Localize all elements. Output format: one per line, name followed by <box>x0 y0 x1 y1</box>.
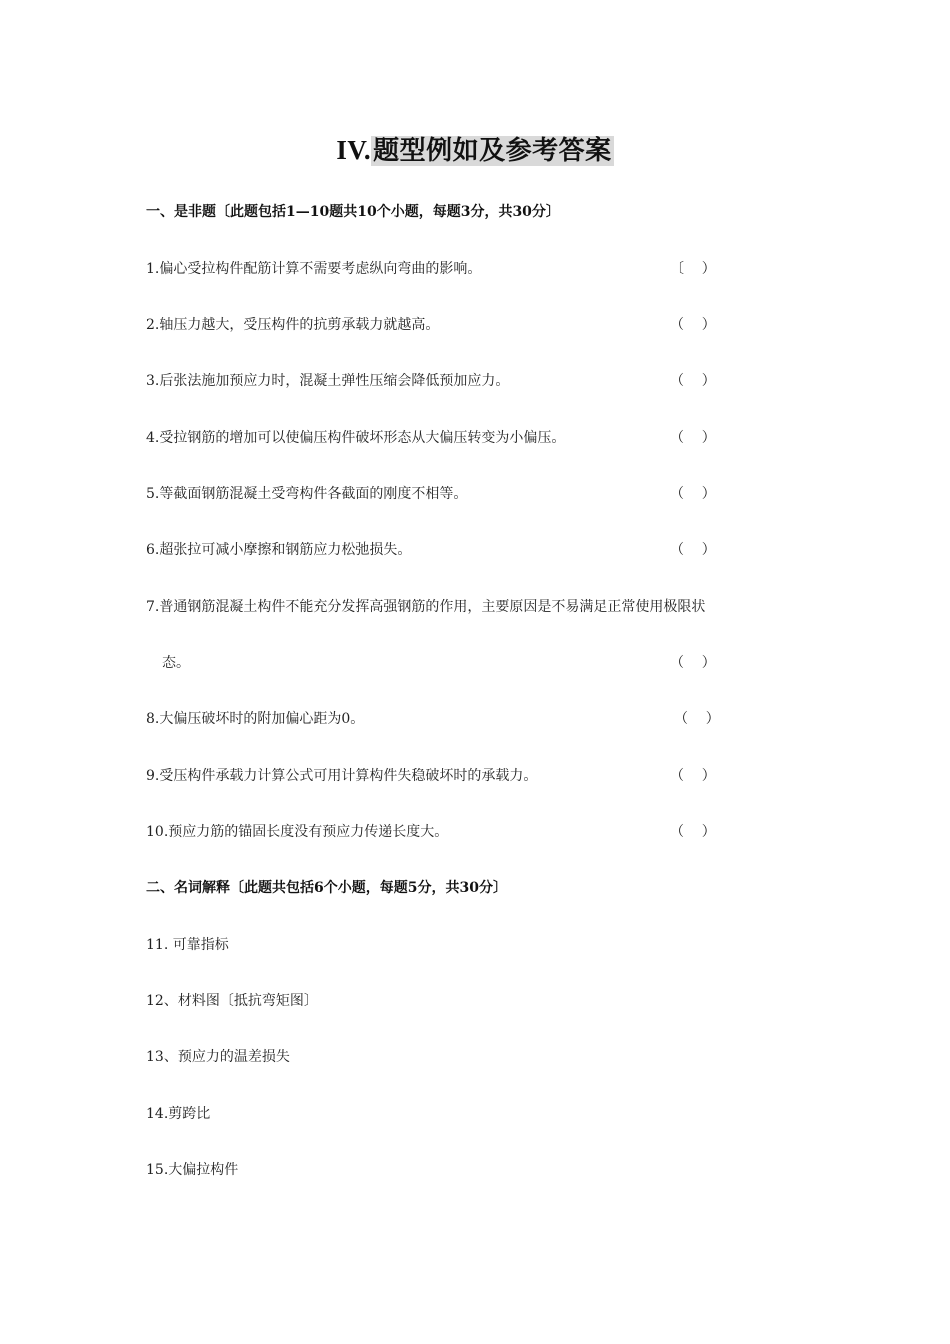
question-7: 7.普通钢筋混凝土构件不能充分发挥高强钢筋的作用，主要原因是不易满足正常使用极限状 <box>146 599 706 615</box>
question-7-continuation: 态。 <box>162 655 190 671</box>
term-14: 14.剪跨比 <box>146 1106 211 1122</box>
question-1: 1.偏心受拉构件配筋计算不需要考虑纵向弯曲的影响。 <box>146 261 482 277</box>
question-4: 4.受拉钢筋的增加可以使偏压构件破坏形态从大偏压转变为小偏压。 <box>146 430 566 446</box>
question-8: 8.大偏压破坏时的附加偏心距为0。 <box>146 711 365 727</box>
answer-blank-1[interactable]: 〔 ） <box>670 261 716 277</box>
answer-blank-7[interactable]: （ ） <box>670 655 716 671</box>
term-15: 15.大偏拉构件 <box>146 1162 239 1178</box>
answer-blank-10[interactable]: （ ） <box>670 824 716 840</box>
answer-blank-5[interactable]: （ ） <box>670 486 716 502</box>
question-9: 9.受压构件承载力计算公式可用计算构件失稳破坏时的承载力。 <box>146 768 538 784</box>
answer-blank-3[interactable]: （ ） <box>670 373 716 389</box>
question-2: 2.轴压力越大，受压构件的抗剪承载力就越高。 <box>146 317 440 333</box>
answer-blank-9[interactable]: （ ） <box>670 768 716 784</box>
term-12: 12、材料图〔抵抗弯矩图〕 <box>146 993 318 1009</box>
question-5: 5.等截面钢筋混凝土受弯构件各截面的刚度不相等。 <box>146 486 468 502</box>
page-title <box>0 130 950 167</box>
title-text: 题型例如及参考答案 <box>373 136 612 166</box>
title-prefix: IV. <box>336 135 372 165</box>
section-heading-definitions: 二、名词解释〔此题共包括6个小题，每题5分，共30分〕 <box>146 880 507 896</box>
answer-blank-2[interactable]: （ ） <box>670 317 716 333</box>
section-heading-true-false: 一、是非题〔此题包括1—10题共10个小题，每题3分，共30分〕 <box>146 204 560 220</box>
answer-blank-4[interactable]: （ ） <box>670 430 716 446</box>
question-3: 3.后张法施加预应力时，混凝土弹性压缩会降低预加应力。 <box>146 373 510 389</box>
term-13: 13、预应力的温差损失 <box>146 1049 290 1065</box>
answer-blank-6[interactable]: （ ） <box>670 542 716 558</box>
question-6: 6.超张拉可减小摩擦和钢筋应力松弛损失。 <box>146 542 412 558</box>
answer-blank-8[interactable]: （ ） <box>674 711 720 727</box>
question-10: 10.预应力筋的锚固长度没有预应力传递长度大。 <box>146 824 449 840</box>
term-11: 11. 可靠指标 <box>146 937 229 953</box>
